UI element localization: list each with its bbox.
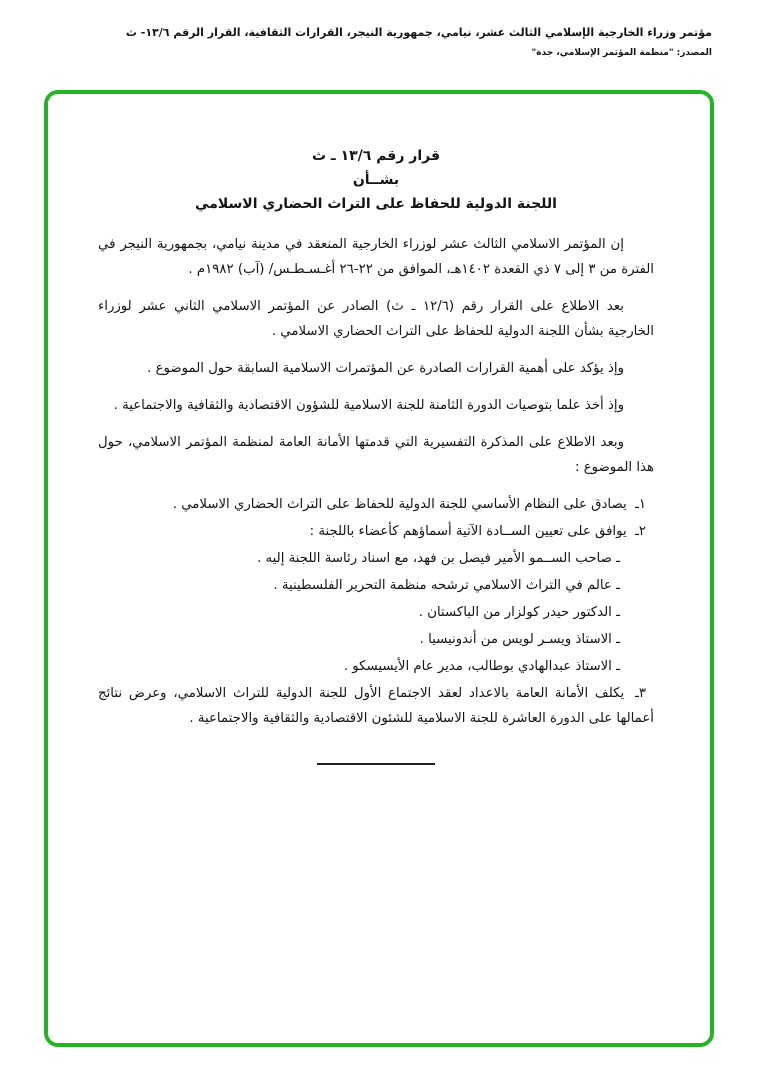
list-item-3-number: ٣ـ (634, 686, 647, 701)
list-item-2 (98, 519, 654, 544)
member-item-5: ـ الاستاذ عبدالهادي بوطالب، مدير عام الأيسيسكو . (343, 659, 620, 674)
subject-word: بشــأن (352, 172, 400, 188)
list-item-3-text: يكلف الأمانة العامة بالاعداد لعقد الاجتماع الأول للجنة الدولية للتراث الاسلامي، وعرض نتائج أعمالها على الدورة العاشرة للجنة الاسلامية للشئون الاقتصادية والثقافية والاجتماعية . (98, 686, 654, 726)
member-item-1: ـ صاحب الســمو الأمير فيصل بن فهد، مع اسناد رئاسة اللجنة إليه . (257, 551, 620, 566)
paragraph-preamble: إن المؤتمر الاسلامي الثالث عشر لوزراء الخارجية المنعقد في مدينة نيامي، بجمهورية النيجر في الفترة من ٣ إلى ٧ ذي القعدة ١٤٠٢هـ، الموافق من ٢٢-٢٦ أغـسـطـس/ (آب) ١٩٨٢م . (98, 237, 654, 277)
title-block (98, 144, 654, 216)
document-header (46, 26, 712, 58)
list-item-1 (98, 492, 654, 517)
green-frame (44, 90, 714, 1047)
list-item-3 (98, 681, 654, 731)
header-citation: مؤتمر وزراء الخارجية الإسلامي الثالث عشر، نيامي، جمهورية النيجر، القرارات الثقافية، القرار الرقم ١٣/٦- ث (125, 26, 712, 39)
member-item-4: ـ الاستاذ ويسـر لويس من أندونيسيا . (419, 632, 620, 647)
member-item-3: ـ الدكتور حيدر كولزار من الباكستان . (418, 605, 620, 620)
divider-line (317, 763, 435, 765)
list-item-2-text: يوافق على تعيين الســادة الآتية أسماؤهم كأعضاء باللجنة : (309, 524, 627, 539)
list-item-1-text: يصادق على النظام الأساسي للجنة الدولية للحفاظ على التراث الحضاري الاسلامي . (172, 497, 627, 512)
member-item-2: ـ عالم في التراث الاسلامي ترشحه منظمة التحرير الفلسطينية . (273, 578, 620, 593)
resolution-list (98, 492, 654, 731)
paragraph-affirming: وإذ يؤكد على أهمية القرارات الصادرة عن المؤتمرات الاسلامية السابقة حول الموضوع . (147, 361, 624, 376)
paragraph-recalling: بعد الاطلاع على القرار رقم (١٢/٦ ـ ث) الصادر عن المؤتمر الاسلامي الثاني عشر لوزراء الخارجية بشأن اللجنة الدولية للحفاظ على التراث الحضاري الاسلامي . (98, 299, 654, 339)
resolution-number: قرار رقم ١٣/٦ ـ ث (311, 148, 441, 164)
members-list (98, 546, 654, 679)
document-content (48, 94, 710, 765)
paragraph-noting: وإذ أخذ علما بتوصيات الدورة الثامنة للجنة الاسلامية للشؤون الاقتصادية والثقافية والاجتماعية . (113, 398, 624, 413)
header-source: المصدر: "منظمة المؤتمر الإسلامي، جدة" (531, 48, 712, 58)
committee-title: اللجنة الدولية للحفاظ على التراث الحضاري الاسلامي (195, 196, 557, 212)
list-item-1-number: ١ـ (634, 497, 646, 512)
paragraph-memorandum: وبعد الاطلاع على المذكرة التفسيرية التي قدمتها الأمانة العامة لمنظمة المؤتمر الاسلامي، حول هذا الموضوع : (98, 435, 654, 475)
list-item-2-number: ٢ـ (634, 524, 646, 539)
